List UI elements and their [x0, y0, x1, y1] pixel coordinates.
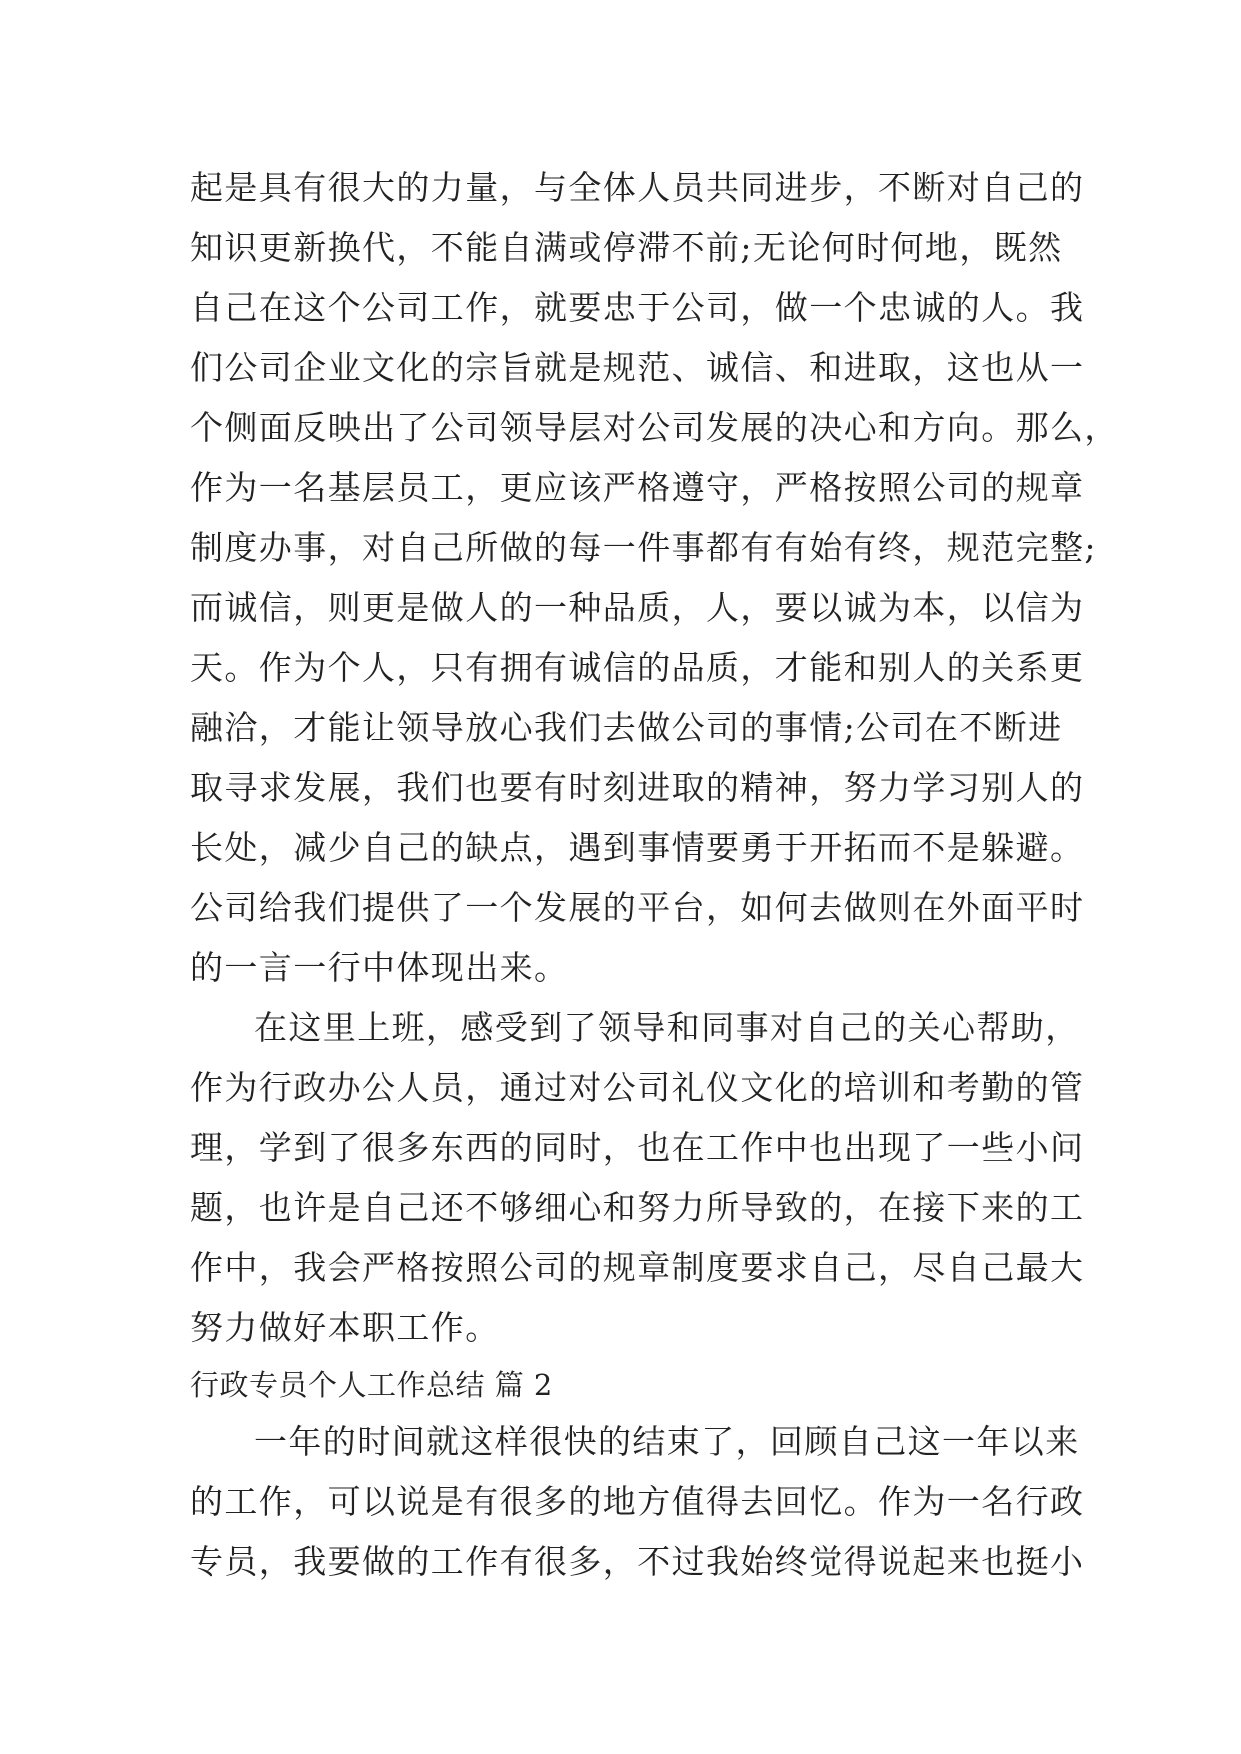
text-line: 作为一名基层员工，更应该严格遵守，严格按照公司的规章: [190, 468, 1085, 507]
text-line: 的一言一行中体现出来。: [190, 948, 569, 987]
text-line: 个侧面反映出了公司领导层对公司发展的决心和方向。那么，: [190, 408, 1119, 447]
text-line: 一年的时间就这样很快的结束了，回顾自己这一年以来: [254, 1422, 1080, 1461]
text-line: 专员，我要做的工作有很多，不过我始终觉得说起来也挺小: [190, 1542, 1085, 1581]
text-line: 融洽，才能让领导放心我们去做公司的事情;公司在不断进: [190, 708, 1063, 747]
text-line: 长处，减少自己的缺点，遇到事情要勇于开拓而不是躲避。: [190, 828, 1085, 867]
text-line: 而诚信，则更是做人的一种品质，人，要以诚为本，以信为: [190, 588, 1085, 627]
text-line: 努力做好本职工作。: [190, 1308, 500, 1347]
text-line: 制度办事，对自己所做的每一件事都有有始有终，规范完整;: [190, 528, 1097, 567]
text-line: 作中，我会严格按照公司的规章制度要求自己，尽自己最大: [190, 1248, 1085, 1287]
text-line: 的工作，可以说是有很多的地方值得去回忆。作为一名行政: [190, 1482, 1085, 1521]
text-line: 自己在这个公司工作，就要忠于公司，做一个忠诚的人。我: [190, 288, 1085, 327]
text-line: 起是具有很大的力量，与全体人员共同进步，不断对自己的: [190, 168, 1085, 207]
text-line: 在这里上班，感受到了领导和同事对自己的关心帮助，: [254, 1008, 1080, 1047]
text-line: 取寻求发展，我们也要有时刻进取的精神，努力学习别人的: [190, 768, 1085, 807]
text-line: 题，也许是自己还不够细心和努力所导致的，在接下来的工: [190, 1188, 1085, 1227]
text-line: 公司给我们提供了一个发展的平台，如何去做则在外面平时: [190, 888, 1085, 927]
section-heading: 行政专员个人工作总结 篇 2: [190, 1368, 553, 1402]
text-line: 们公司企业文化的宗旨就是规范、诚信、和进取，这也从一: [190, 348, 1085, 387]
text-line: 知识更新换代，不能自满或停滞不前;无论何时何地，既然: [190, 228, 1063, 267]
text-line: 作为行政办公人员，通过对公司礼仪文化的培训和考勤的管: [190, 1068, 1085, 1107]
text-line: 天。作为个人，只有拥有诚信的品质，才能和别人的关系更: [190, 648, 1085, 687]
text-line: 理，学到了很多东西的同时，也在工作中也出现了一些小问: [190, 1128, 1085, 1167]
